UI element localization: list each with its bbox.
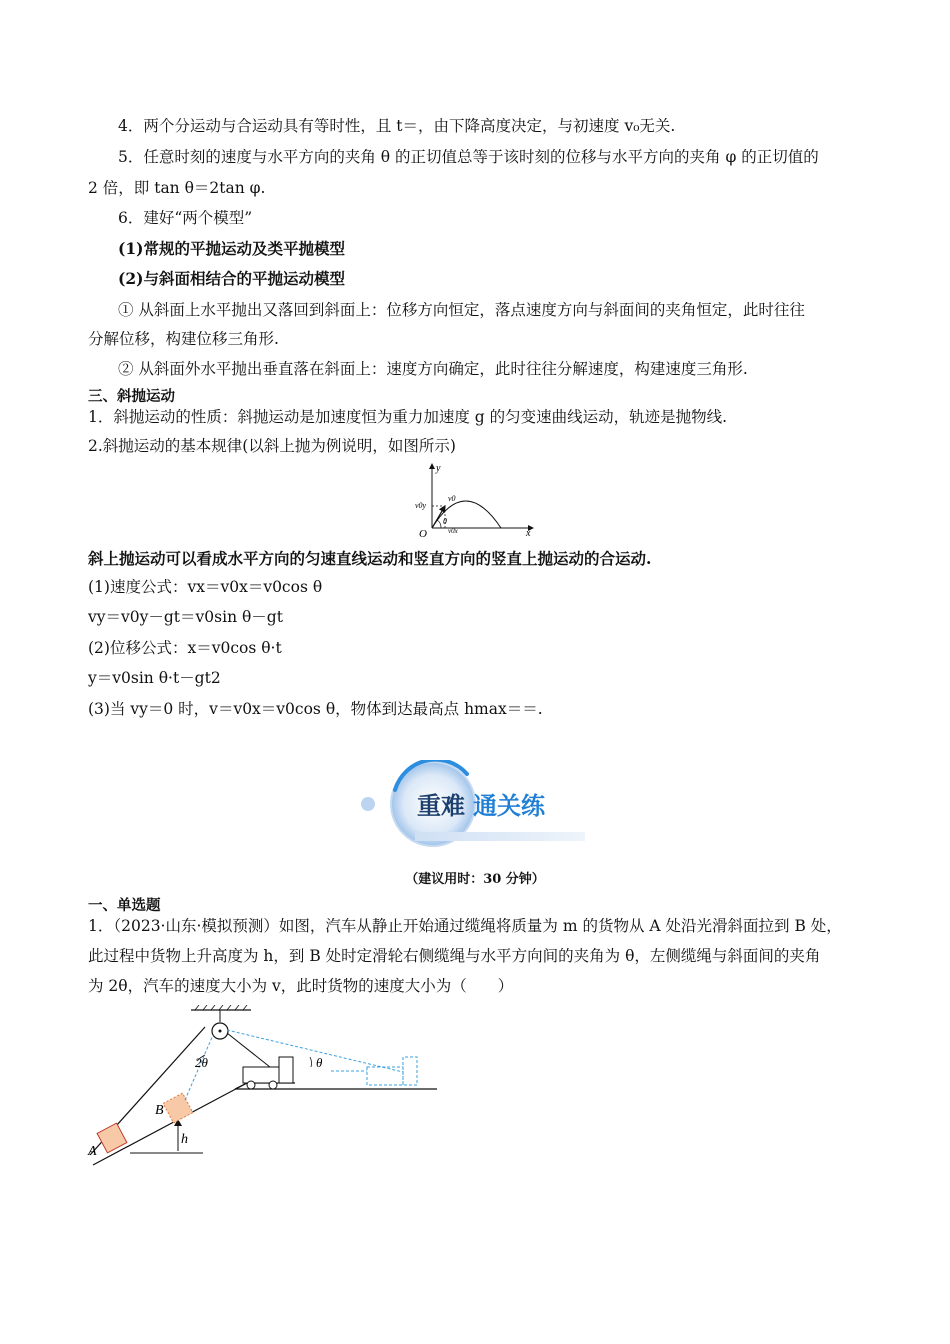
y-label: y (436, 463, 441, 474)
theta-arc (310, 1057, 311, 1067)
label-theta: θ (316, 1055, 323, 1070)
point-6: 6．建好“两个模型” (118, 209, 253, 227)
time-hint: （建议用时：30 分钟） (405, 872, 545, 887)
theta-arc (437, 520, 441, 528)
truck-dashed-body (367, 1067, 403, 1085)
formula-velocity-y-text: vy＝v0y－gt＝v0sin θ－gt (88, 608, 283, 626)
label-two-theta: 2θ (195, 1055, 208, 1070)
formula-displacement-y-text: y＝v0sin θ·t－gt2 (88, 669, 221, 687)
formula-velocity-x-text: (1)速度公式：vx＝v0x＝v0cos θ (88, 578, 323, 596)
case-1-line1: ① 从斜面上水平抛出又落回到斜面上：位移方向恒定，落点速度方向与斜面间的夹角恒定，此时往往 (118, 301, 805, 319)
truck-cab (279, 1057, 293, 1083)
case-2: ② 从斜面外水平抛出垂直落在斜面上：速度方向确定，此时往往分解速度，构建速度三角形. (118, 360, 748, 378)
banner-text-2: 通关练 (473, 792, 545, 820)
case-1-line2: 分解位移，构建位移三角形. (88, 330, 279, 348)
section-3-title: 三、斜抛运动 (88, 389, 175, 405)
truck-wheel-2 (269, 1081, 277, 1089)
cargo-at-b (163, 1093, 193, 1123)
v0y-label: v0y (415, 501, 427, 510)
banner-graphic (355, 760, 590, 848)
formula-max-height-text: (3)当 vy＝0 时，v＝v0x＝v0cos θ，物体到达最高点 hmax＝＝. (88, 700, 543, 718)
model-2: (2)与斜面相结合的平抛运动模型 (118, 269, 345, 288)
truck-wheel-1 (247, 1081, 255, 1089)
section-3-summary: 斜上抛运动可以看成水平方向的匀速直线运动和竖直方向的竖直上抛运动的合运动. (88, 549, 652, 568)
label-a: A (88, 1144, 97, 1159)
v0-label: v0 (448, 494, 456, 503)
projectile-figure (405, 458, 545, 540)
formula-velocity-y (88, 606, 878, 628)
truck-dashed-cab (403, 1057, 417, 1085)
theta-label: θ (443, 517, 447, 526)
section-1-title: 一、单选题 (88, 898, 161, 914)
banner-small-dot (361, 797, 375, 811)
formula-displacement-y (88, 667, 878, 689)
banner-text-1: 重难 (417, 792, 465, 820)
v0x-label: v0x (448, 527, 458, 535)
origin-label: O (419, 528, 427, 540)
point-5-line1: 5．任意时刻的速度与水平方向的夹角 θ 的正切值总等于该时刻的位移与水平方向的夹角 φ 的正切值的 (118, 148, 819, 166)
question-1-line2: 此过程中货物上升高度为 h，到 B 处时定滑轮右侧缆绳与水平方向间的夹角为 θ，左侧缆绳与斜面间的夹角 (88, 947, 821, 965)
label-b: B (155, 1103, 164, 1118)
label-h: h (181, 1132, 188, 1147)
formula-velocity-x (88, 576, 878, 598)
banner-bar (415, 832, 585, 841)
question-1-line1: 1．（2023·山东·模拟预测）如图，汽车从静止开始通过缆绳将质量为 m 的货物从 A 处沿光滑斜面拉到 B 处， (88, 917, 842, 935)
point-5-line2: 2 倍，即 tan θ＝2tan φ. (88, 179, 266, 197)
cargo-at-a (97, 1123, 127, 1153)
x-label: x (526, 528, 531, 539)
question-1-line3: 为 2θ，汽车的速度大小为 v，此时货物的速度大小为（ ） (88, 977, 514, 995)
truck-pulley-figure (85, 1005, 445, 1170)
formula-displacement-x-text: (2)位移公式：x＝v0cos θ·t (88, 639, 282, 657)
section-3-q1: 1．斜抛运动的性质：斜抛运动是加速度恒为重力加速度 g 的匀变速曲线运动，轨迹是抛物线. (88, 408, 728, 426)
rope-far (227, 1030, 403, 1072)
section-3-q2: 2.斜抛运动的基本规律(以斜上抛为例说明，如图所示) (88, 437, 456, 455)
road-joint (235, 1083, 247, 1089)
formula-displacement-x (88, 637, 878, 659)
formula-max-height (88, 698, 878, 720)
point-4: 4．两个分运动与合运动具有等时性，且 t＝，由下降高度决定，与初速度 v₀无关. (118, 117, 676, 135)
model-1: (1)常规的平抛运动及类平抛模型 (118, 239, 345, 258)
